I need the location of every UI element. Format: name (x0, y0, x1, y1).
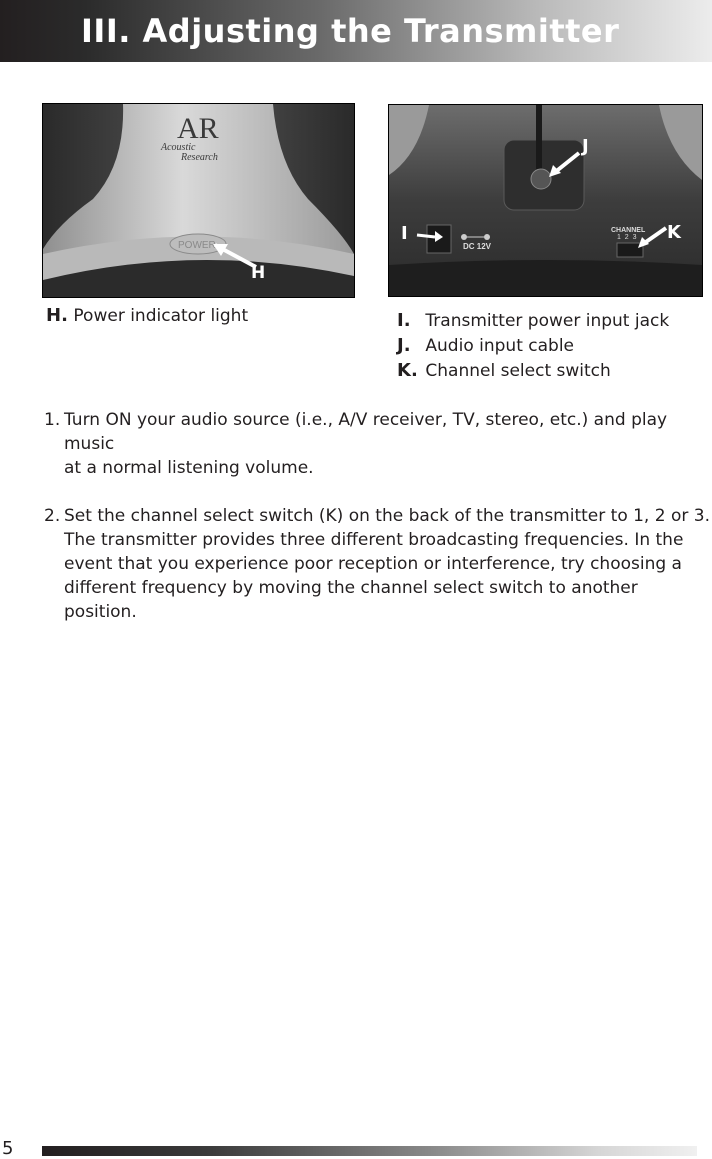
caption-h-letter: H. (46, 305, 68, 326)
callout-i: I (401, 223, 408, 244)
caption-k (397, 360, 611, 381)
step-text: Turn ON your audio source (i.e., A/V receiver, TV, stereo, etc.) and play music at a normal listening volume. (64, 410, 668, 478)
callout-h: H (251, 263, 266, 283)
logo-text-line1: Acoustic (161, 142, 196, 153)
power-label: POWER (178, 240, 216, 251)
ar-logo-mark: AR (177, 112, 219, 145)
caption-i (397, 310, 669, 331)
caption-h (46, 305, 248, 326)
callout-k: K (667, 222, 681, 243)
callout-j: J (582, 136, 589, 157)
channel-label: CHANNEL (611, 227, 646, 234)
caption-i-text: Transmitter power input jack (425, 311, 670, 331)
caption-j-letter: J. (397, 335, 411, 356)
step-text: Set the channel select switch (K) on the back of the transmitter to 1, 2 or 3. The transmitter provides three different broadcasting frequencies. In the event that you experience poor reception or interference, try choosing a different frequency by moving the channel select switch to another position. (64, 506, 710, 622)
caption-i-letter: I. (397, 310, 411, 331)
step-item (44, 504, 712, 624)
caption-k-letter: K. (397, 360, 418, 381)
transmitter-front-photo (42, 103, 355, 298)
step-number: 1. (44, 410, 61, 430)
dc-label: DC 12V (463, 242, 492, 251)
logo-text-line2: Research (181, 152, 218, 163)
section-header-bar (0, 0, 712, 62)
caption-k-text: Channel select switch (425, 361, 611, 381)
step-item (44, 408, 712, 480)
caption-j (397, 335, 574, 356)
instruction-steps (44, 408, 712, 648)
page-number: 5 (2, 1138, 14, 1159)
footer-gradient-bar (42, 1146, 697, 1156)
section-title: III. Adjusting the Transmitter (81, 12, 620, 50)
caption-h-text: Power indicator light (73, 306, 249, 326)
channel-numbers: 1 2 3 (617, 234, 637, 241)
step-number: 2. (44, 506, 61, 526)
caption-j-text: Audio input cable (425, 336, 574, 356)
transmitter-back-photo (388, 104, 703, 297)
